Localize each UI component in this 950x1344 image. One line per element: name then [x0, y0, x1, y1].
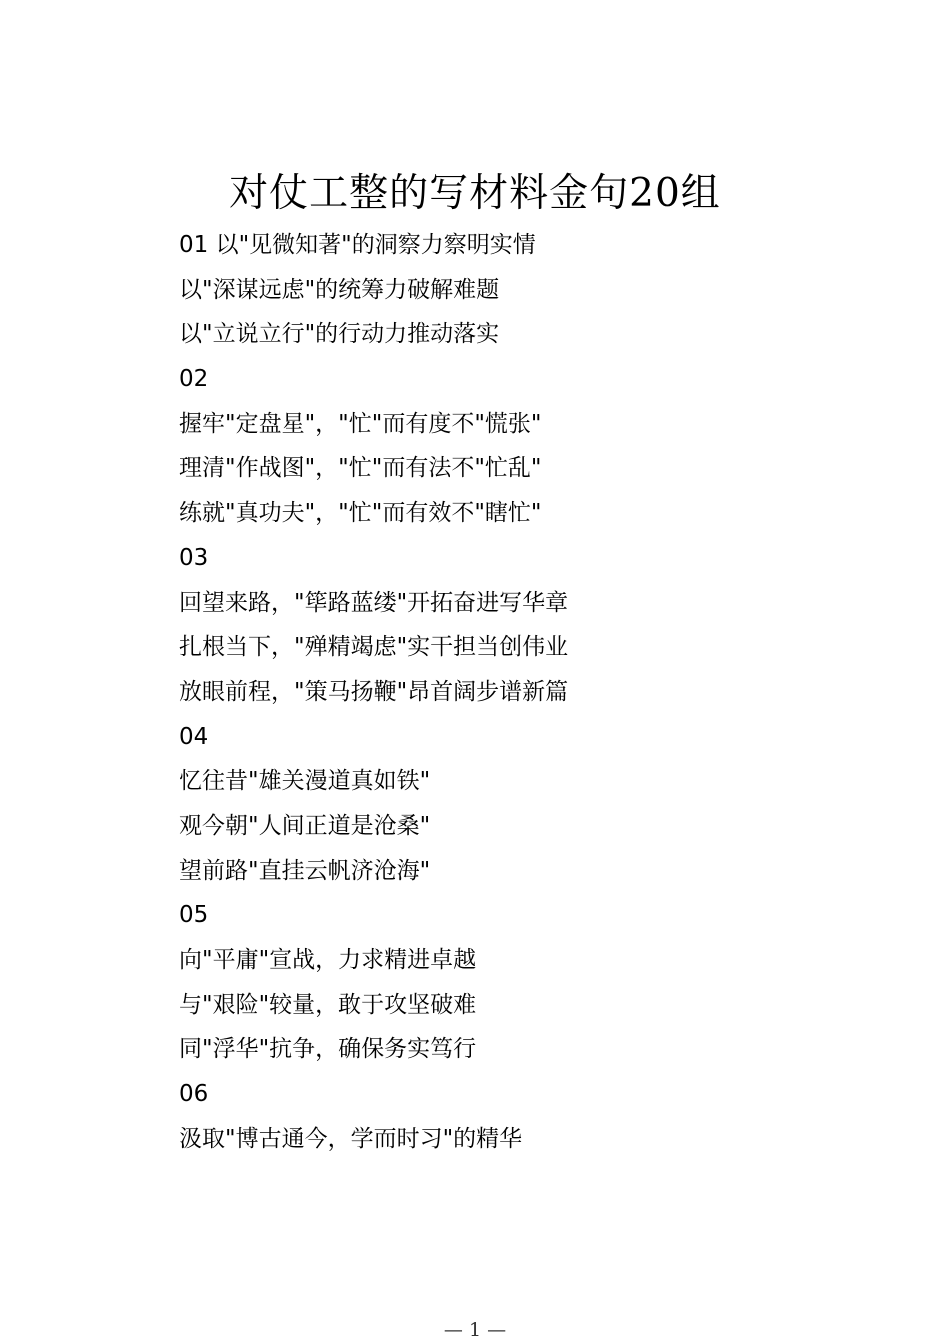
text-line: 练就"真功夫"，"忙"而有效不"瞎忙": [179, 500, 542, 527]
text-line: 放眼前程，"策马扬鞭"昂首阔步谱新篇: [179, 678, 569, 705]
text-line: 与"艰险"较量，敢于攻坚破难: [179, 991, 477, 1018]
text-line: 握牢"定盘星"，"忙"而有度不"慌张": [179, 410, 542, 437]
section-number: 06: [179, 1081, 209, 1108]
text-line: 理清"作战图"，"忙"而有法不"忙乱": [179, 455, 542, 482]
text-line: 回望来路，"筚路蓝缕"开拓奋进写华章: [179, 589, 569, 616]
document-body: [179, 223, 879, 1161]
section-number: 02: [179, 366, 209, 393]
page-number: — 1 —: [443, 1319, 507, 1341]
document-title: 对仗工整的写材料金句20组: [229, 171, 721, 216]
text-line: 以"立说立行"的行动力推动落实: [179, 321, 500, 348]
section-number: 04: [179, 723, 209, 750]
text-line: 观今朝"人间正道是沧桑": [179, 812, 431, 839]
text-line: 忆往昔"雄关漫道真如铁": [179, 768, 431, 795]
section-number: 05: [179, 902, 209, 929]
text-line: 以"深谋远虑"的统筹力破解难题: [179, 276, 500, 303]
text-line: 01 以"见微知著"的洞察力察明实情: [179, 232, 536, 258]
text-line: 向"平庸"宣战，力求精进卓越: [179, 947, 477, 973]
text-line: 汲取"博古通今，学而时习"的精华: [179, 1125, 523, 1152]
text-line: 扎根当下，"殚精竭虑"实干担当创伟业: [179, 634, 569, 661]
section-number: 03: [179, 544, 209, 571]
text-line: 同"浮华"抗争，确保务实笃行: [179, 1036, 477, 1063]
text-line: 望前路"直挂云帆济沧海": [179, 857, 431, 884]
